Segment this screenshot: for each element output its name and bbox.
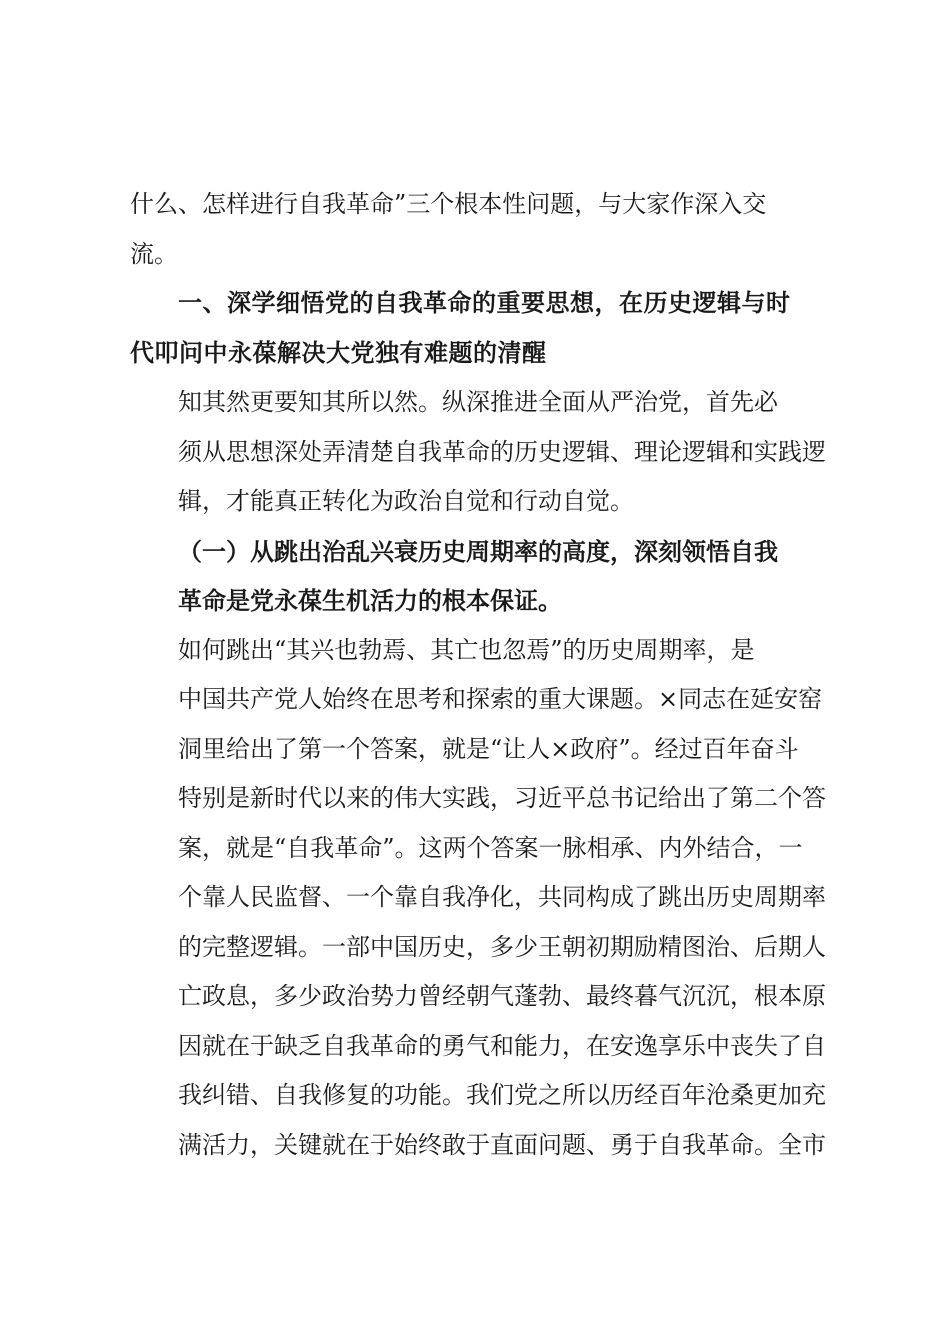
heading-line: 一、深学细悟党的自我革命的重要思想，在历史逻辑与时 [178, 289, 791, 317]
text-line: 特别是新时代以来的伟大实践，习近平总书记给出了第二个答 [178, 784, 826, 812]
text-line: 如何跳出“其兴也勃焉、其亡也忽焉”的历史周期率，是 [178, 635, 755, 664]
text-line: 须从思想深处弄清楚自我革命的历史逻辑、理论逻辑和实践逻 [178, 437, 826, 466]
heading-line: 革命是党永葆生机活力的根本保证。 [178, 586, 562, 615]
heading-line: （一）从跳出治乱兴衰历史周期率的高度，深刻领悟自我 [178, 536, 778, 566]
text-line: 的完整逻辑。一部中国历史，多少王朝初期励精图治、后期人 [178, 932, 826, 961]
text-line: 案，就是“自我革命”。这两个答案一脉相承、内外结合，一 [178, 833, 803, 862]
text-line: 什么、怎样进行自我革命”三个根本性问题，与大家作深入交 [130, 190, 767, 218]
heading-line: 代叩问中永葆解决大党独有难题的清醒 [130, 338, 547, 367]
body-paragraph-continuation [130, 180, 830, 279]
text-line: 流。 [130, 239, 178, 268]
text-line: 因就在于缺乏自我革命的勇气和能力，在安逸享乐中丧失了自 [178, 1031, 826, 1060]
text-line: 我纠错、自我修复的功能。我们党之所以历经百年沧桑更加充 [178, 1081, 826, 1109]
document-page [130, 180, 830, 1170]
text-line: 洞里给出了第一个答案，就是“让人×政府”。经过百年奋斗 [178, 734, 799, 763]
text-line: 个靠人民监督、一个靠自我净化，共同构成了跳出历史周期率 [178, 883, 826, 911]
subsection-heading-1 [130, 527, 830, 626]
text-line: 亡政息，多少政治势力曾经朝气蓬勃、最终暮气沉沉，根本原 [178, 982, 826, 1010]
text-line: 中国共产党人始终在思考和探索的重大课题。×同志在延安窑 [178, 685, 823, 713]
text-line: 辑，才能真正转化为政治自觉和行动自觉。 [178, 487, 634, 515]
text-line: 满活力，关键就在于始终敢于直面问题、勇于自我革命。全市 [178, 1130, 826, 1159]
text-line: 知其然更要知其所以然。纵深推进全面从严治党，首先必 [178, 388, 778, 416]
body-paragraph-intro [130, 378, 830, 527]
body-paragraph-main [130, 626, 830, 1171]
section-heading-1 [130, 279, 830, 378]
